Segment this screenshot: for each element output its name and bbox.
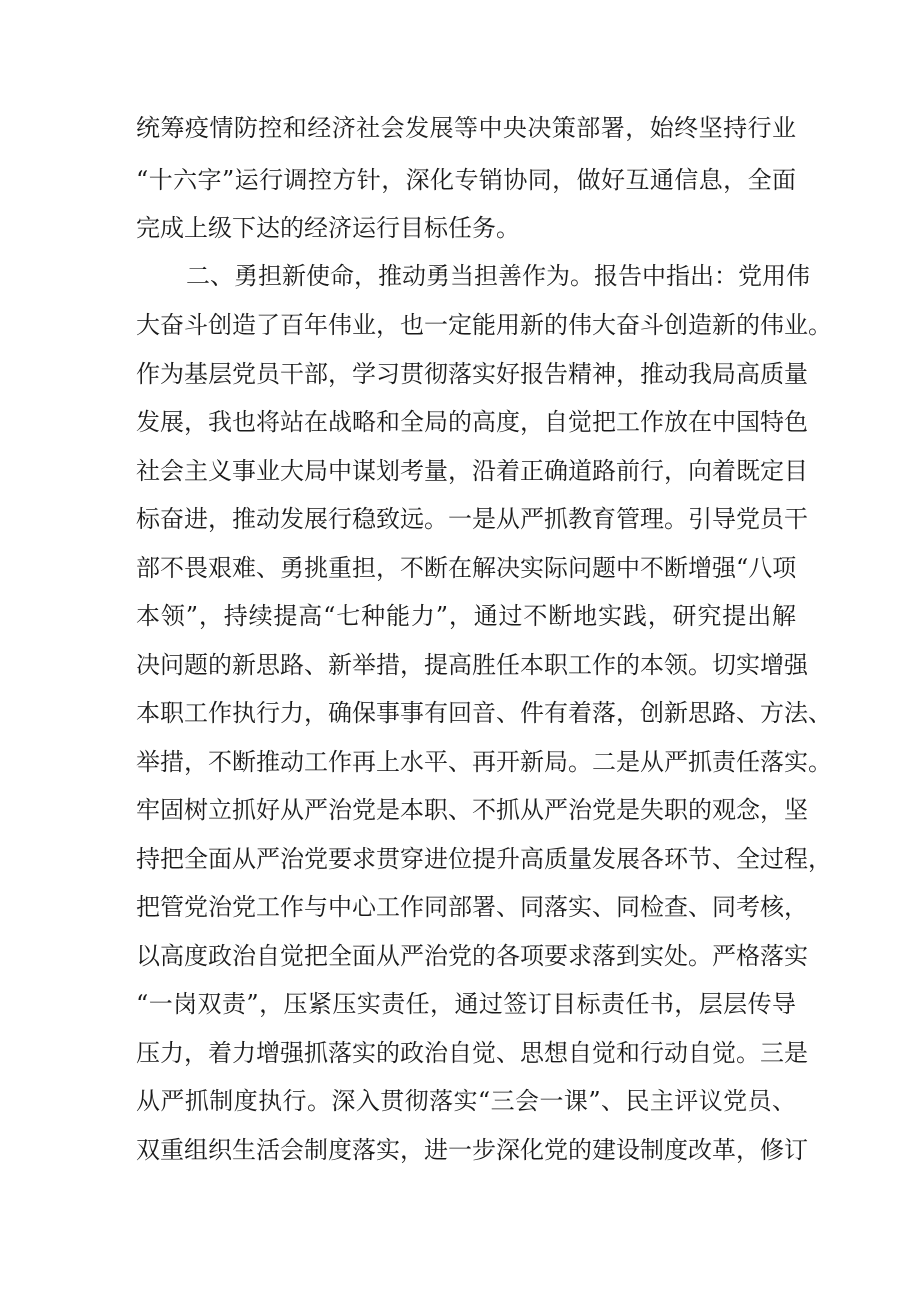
text-line-21: 从严抓制度执行。深入贯彻落实“三会一课”、民主评议党员、 <box>136 1087 796 1115</box>
text-line-7: 发展，我也将站在战略和全局的高度，自觉把工作放在中国特色 <box>136 408 808 436</box>
text-line-3: 完成上级下达的经济运行目标任务。 <box>136 214 520 242</box>
text-line-10: 部不畏艰难、勇挑重担，不断在解决实际问题中不断增强“八项 <box>136 554 797 582</box>
text-line-5: 大奋斗创造了百年伟业，也一定能用新的伟大奋斗创造新的伟业。 <box>136 311 832 339</box>
text-line-1: 统筹疫情防控和经济社会发展等中央决策部署，始终坚持行业 <box>136 114 796 142</box>
text-line-19: “一岗双责”，压紧压实责任，通过签订目标责任书，层层传导 <box>136 990 796 1018</box>
text-line-13: 本职工作执行力，确保事事有回音、件有着落，创新思路、方法、 <box>136 699 832 727</box>
text-line-14: 举措，不断推动工作再上水平、再开新局。二是从严抓责任落实。 <box>136 748 832 776</box>
text-line-16: 持把全面从严治党要求贯穿进位提升高质量发展各环节、全过程， <box>136 845 832 873</box>
text-line-11: 本领”，持续提高“七种能力”，通过不断地实践，研究提出解 <box>136 602 796 630</box>
text-line-15: 牢固树立抓好从严治党是本职、不抓从严治党是失职的观念，坚 <box>136 796 808 824</box>
text-line-18: 以高度政治自觉把全面从严治党的各项要求落到实处。严格落实 <box>136 942 808 970</box>
text-line-17: 把管党治党工作与中心工作同部署、同落实、同检查、同考核， <box>136 893 808 921</box>
text-line-6: 作为基层党员干部，学习贯彻落实好报告精神，推动我局高质量 <box>136 360 808 388</box>
text-line-20: 压力，着力增强抓落实的政治自觉、思想自觉和行动自觉。三是 <box>136 1039 808 1067</box>
text-line-8: 社会主义事业大局中谋划考量，沿着正确道路前行，向着既定目 <box>136 457 808 485</box>
text-line-9: 标奋进，推动发展行稳致远。一是从严抓教育管理。引导党员干 <box>136 505 808 533</box>
text-line-22: 双重组织生活会制度落实，进一步深化党的建设制度改革，修订 <box>136 1136 808 1164</box>
text-line-4: 二、勇担新使命，推动勇当担善作为。报告中指出：党用伟 <box>186 262 810 290</box>
text-line-12: 决问题的新思路、新举措，提高胜任本职工作的本领。切实增强 <box>136 651 808 679</box>
text-line-2: “十六字”运行调控方针，深化专销协同，做好互通信息，全面 <box>136 166 796 194</box>
